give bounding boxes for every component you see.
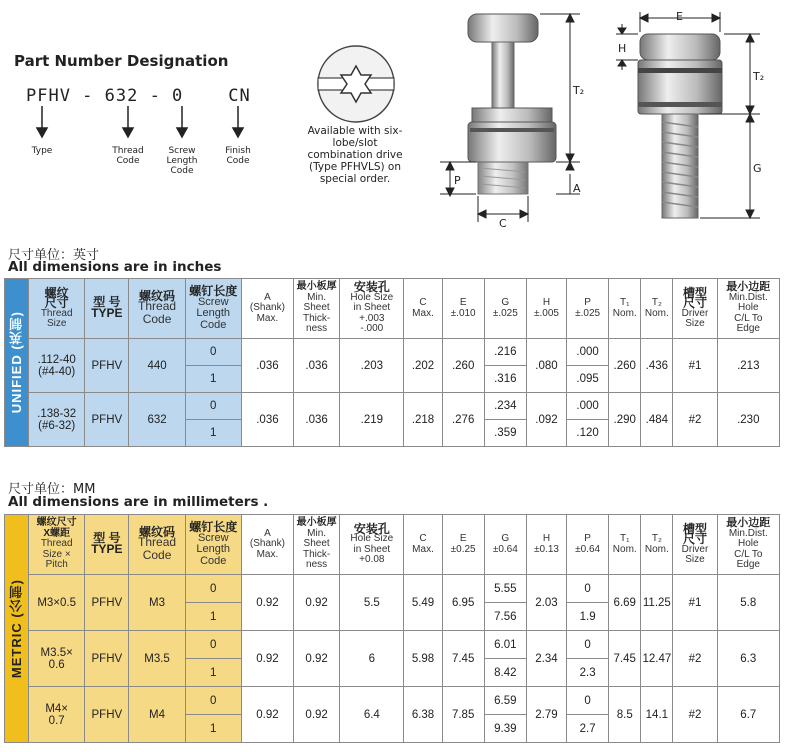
part-number-title: Part Number Designation — [14, 52, 229, 70]
g-label: G — [753, 162, 762, 175]
c-label: C — [499, 217, 507, 230]
p-cell: 2.7 — [567, 715, 609, 743]
hdr-t1: T₁ Nom. — [609, 515, 641, 575]
hdr-screw-length-code: 螺钉长度 Screw Length Code — [185, 279, 241, 339]
t1-cell: 6.69 — [609, 575, 641, 631]
sheet-cell: 0.92 — [294, 631, 340, 687]
hdr-min-sheet: 最小板厚 Min. Sheet Thick- ness — [294, 279, 340, 339]
inch-side-label-cell — [5, 279, 29, 447]
hdr-driver-size: 槽型 尺寸 Driver Size — [673, 515, 717, 575]
hdr-thread-code: 螺纹码 Thread Code — [129, 279, 185, 339]
a-cell: .036 — [241, 339, 293, 393]
p-cell: 1.9 — [567, 603, 609, 631]
inch-unit-en: All dimensions are in inches — [8, 259, 222, 275]
metric-side-label-cell — [5, 515, 29, 743]
c-cell: 5.98 — [404, 631, 442, 687]
thread-size-cell: .138-32 (#6-32) — [29, 393, 85, 447]
p-cell: .095 — [567, 366, 609, 393]
hdr-h: H ±.005 — [526, 279, 566, 339]
h-cell: .092 — [526, 393, 566, 447]
a-cell: 0.92 — [241, 575, 293, 631]
h-cell: 2.79 — [526, 687, 566, 743]
length-code-cell: 0 — [185, 393, 241, 420]
hole-cell: 6.4 — [340, 687, 404, 743]
thread-code-cell: 632 — [129, 393, 185, 447]
hdr-hole-size: 安装孔 Hole Size in Sheet +0.08 — [340, 515, 404, 575]
table-row — [5, 575, 780, 603]
hdr-t2: T₂ Nom. — [641, 279, 673, 339]
t2-cell: 14.1 — [641, 687, 673, 743]
type-cell: PFHV — [85, 339, 129, 393]
length-code-cell: 0 — [185, 575, 241, 603]
hdr-a-shank: A (Shank) Max. — [241, 279, 293, 339]
t2-cell: 11.25 — [641, 575, 673, 631]
metric-unit-en: All dimensions are in millimeters . — [8, 494, 269, 510]
g-cell: 7.56 — [484, 603, 526, 631]
hdr-c: C Max. — [404, 515, 442, 575]
t1-cell: 7.45 — [609, 631, 641, 687]
p-cell: 0 — [567, 687, 609, 715]
g-cell: 6.59 — [484, 687, 526, 715]
hole-cell: 5.5 — [340, 575, 404, 631]
table-row — [5, 339, 780, 366]
thread-code-cell: M4 — [129, 687, 185, 743]
e-cell: 6.95 — [442, 575, 484, 631]
length-code-cell: 1 — [185, 659, 241, 687]
hdr-t2: T₂ Nom. — [641, 515, 673, 575]
length-code-cell: 1 — [185, 715, 241, 743]
c-cell: .202 — [404, 339, 442, 393]
p-label: P — [454, 174, 461, 187]
hdr-type: 型 号 TYPE — [85, 279, 129, 339]
type-cell: PFHV — [85, 687, 129, 743]
p-cell: .120 — [567, 420, 609, 447]
hdr-e: E ±0.25 — [442, 515, 484, 575]
table-row — [5, 631, 780, 659]
hdr-p: P ±0.64 — [567, 515, 609, 575]
hdr-thread-size-pitch: 螺纹尺寸 X螺距 Thread Size × Pitch — [29, 515, 85, 575]
metric-unit-cn: 尺寸单位：MM — [8, 482, 96, 497]
hdr-thread-code: 螺纹码 Thread Code — [129, 515, 185, 575]
t1-cell: 8.5 — [609, 687, 641, 743]
hdr-driver-size: 槽型 尺寸 Driver Size — [673, 279, 717, 339]
driver-cell: #1 — [673, 575, 717, 631]
e-cell: 7.45 — [442, 631, 484, 687]
thread-size-cell: M3×0.5 — [29, 575, 85, 631]
hdr-p: P ±.025 — [567, 279, 609, 339]
hdr-c: C Max. — [404, 279, 442, 339]
inch-unit-cn: 尺寸单位：英寸 — [8, 248, 100, 263]
a-cell: 0.92 — [241, 687, 293, 743]
unified-side-label: UNIFIED (英制) — [9, 311, 25, 414]
edge-cell: 6.7 — [717, 687, 779, 743]
hdr-hole-size: 安装孔 Hole Size in Sheet +.003 -.000 — [340, 279, 404, 339]
type-cell: PFHV — [85, 631, 129, 687]
metric-side-label: METRIC (公制) — [9, 578, 25, 679]
drive-availability-note: Available with six-lobe/slot combination drive (Type PFHVLS) on special order. — [307, 125, 403, 185]
length-code-cell: 1 — [185, 366, 241, 393]
edge-cell: 5.8 — [717, 575, 779, 631]
p-cell: .000 — [567, 339, 609, 366]
table-row — [5, 393, 780, 420]
a-cell: 0.92 — [241, 631, 293, 687]
sheet-cell: 0.92 — [294, 687, 340, 743]
driver-cell: #2 — [673, 393, 717, 447]
driver-cell: #2 — [673, 631, 717, 687]
t2-label-right: T₂ — [753, 70, 765, 83]
hole-cell: .219 — [340, 393, 404, 447]
g-cell: .359 — [484, 420, 526, 447]
six-lobe-slot-drive-icon — [308, 42, 404, 126]
hole-cell: .203 — [340, 339, 404, 393]
h-cell: 2.03 — [526, 575, 566, 631]
edge-cell: 6.3 — [717, 631, 779, 687]
edge-cell: .213 — [717, 339, 779, 393]
a-label: A — [573, 182, 581, 195]
t1-cell: .260 — [609, 339, 641, 393]
g-cell: 8.42 — [484, 659, 526, 687]
length-code-cell: 1 — [185, 420, 241, 447]
screw-length-code-label: Screw Length Code — [166, 146, 198, 176]
g-cell: .316 — [484, 366, 526, 393]
hdr-e: E ±.010 — [442, 279, 484, 339]
g-cell: 9.39 — [484, 715, 526, 743]
g-cell: .216 — [484, 339, 526, 366]
thread-code-cell: M3 — [129, 575, 185, 631]
e-label: E — [676, 10, 683, 23]
hdr-min-dist-edge: 最小边距 Min.Dist. Hole C/L To Edge — [717, 279, 779, 339]
finish-code-label: Finish Code — [225, 146, 251, 166]
installed-view-drawing — [600, 6, 780, 228]
thread-size-cell: M4× 0.7 — [29, 687, 85, 743]
e-cell: 7.85 — [442, 687, 484, 743]
type-cell: PFHV — [85, 393, 129, 447]
hdr-g: G ±.025 — [484, 279, 526, 339]
hdr-t1: T₁ Nom. — [609, 279, 641, 339]
t1-cell: .290 — [609, 393, 641, 447]
c-cell: 6.38 — [404, 687, 442, 743]
g-cell: .234 — [484, 393, 526, 420]
h-cell: .080 — [526, 339, 566, 393]
hdr-h: H ±0.13 — [526, 515, 566, 575]
p-cell: 0 — [567, 631, 609, 659]
g-cell: 5.55 — [484, 575, 526, 603]
hdr-g: G ±0.64 — [484, 515, 526, 575]
table-row — [5, 687, 780, 715]
t2-cell: .484 — [641, 393, 673, 447]
metric-dimension-table — [4, 514, 780, 743]
side-view-drawing — [440, 8, 590, 233]
length-code-cell: 0 — [185, 687, 241, 715]
g-cell: 6.01 — [484, 631, 526, 659]
thread-code-cell: 440 — [129, 339, 185, 393]
t2-label-left: T₂ — [573, 84, 585, 97]
thread-size-cell: .112-40 (#4-40) — [29, 339, 85, 393]
t2-cell: .436 — [641, 339, 673, 393]
length-code-cell: 0 — [185, 339, 241, 366]
h-label: H — [618, 42, 627, 55]
type-label: Type — [31, 146, 53, 156]
p-cell: 0 — [567, 575, 609, 603]
hdr-min-dist-edge: 最小边距 Min.Dist. Hole C/L To Edge — [717, 515, 779, 575]
length-code-cell: 0 — [185, 631, 241, 659]
length-code-cell: 1 — [185, 603, 241, 631]
hdr-min-sheet: 最小板厚 Min. Sheet Thick- ness — [294, 515, 340, 575]
sheet-cell: .036 — [294, 393, 340, 447]
hdr-screw-length-code: 螺钉长度 Screw Length Code — [185, 515, 241, 575]
type-cell: PFHV — [85, 575, 129, 631]
thread-code-cell: M3.5 — [129, 631, 185, 687]
e-cell: .260 — [442, 339, 484, 393]
part-number-code: PFHV - 632 - 0 CN — [26, 86, 251, 106]
e-cell: .276 — [442, 393, 484, 447]
c-cell: .218 — [404, 393, 442, 447]
sheet-cell: .036 — [294, 339, 340, 393]
hdr-type: 型 号 TYPE — [85, 515, 129, 575]
driver-cell: #2 — [673, 687, 717, 743]
a-cell: .036 — [241, 393, 293, 447]
driver-cell: #1 — [673, 339, 717, 393]
designation-arrows — [0, 104, 280, 140]
p-cell: 2.3 — [567, 659, 609, 687]
h-cell: 2.34 — [526, 631, 566, 687]
c-cell: 5.49 — [404, 575, 442, 631]
p-cell: .000 — [567, 393, 609, 420]
thread-size-cell: M3.5× 0.6 — [29, 631, 85, 687]
thread-code-label: Thread Code — [112, 146, 144, 166]
edge-cell: .230 — [717, 393, 779, 447]
inch-dimension-table — [4, 278, 780, 447]
sheet-cell: 0.92 — [294, 575, 340, 631]
hdr-thread-size: 螺纹 尺寸 Thread Size — [29, 279, 85, 339]
hole-cell: 6 — [340, 631, 404, 687]
t2-cell: 12.47 — [641, 631, 673, 687]
hdr-a-shank: A (Shank) Max. — [241, 515, 293, 575]
